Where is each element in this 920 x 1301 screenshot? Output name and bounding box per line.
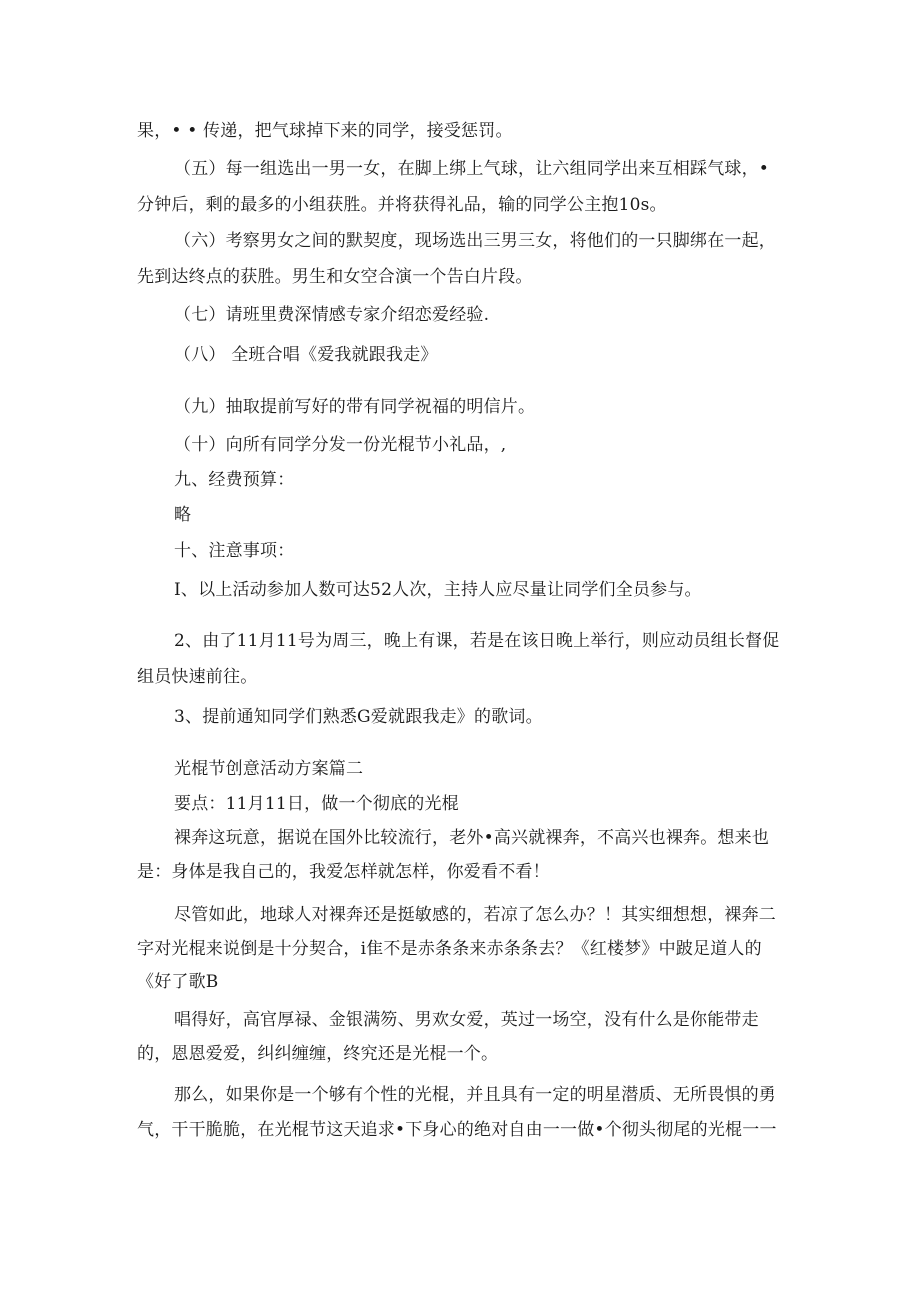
text-line: 那么，如果你是一个够有个性的光棍，并且具有一定的明星潜质、无所畏惧的勇 (174, 1085, 776, 1105)
text-line: 3、提前通知同学们熟悉G爱就跟我走》的歌词。 (174, 707, 543, 727)
text-line: 《好了歌B (137, 972, 219, 992)
text-line: （七）请班里费深情感专家介绍恋爱经验. (174, 305, 490, 325)
text-line: 字对光棍来说倒是十分契合，i隹不是赤条条来赤条条去？《红楼梦》中跛足道人的 (137, 939, 762, 959)
article-title: 光棍节创意活动方案篇二 (174, 759, 364, 779)
text-line: （八） 全班合唱《爱我就跟我走》 (174, 345, 438, 365)
text-line: 裸奔这玩意，据说在国外比较流行，老外•高兴就裸奔，不高兴也裸奔。想来也 (174, 828, 770, 848)
text-line: 的，恩恩爱爱，纠纠缠缠，终究还是光棍一个。 (137, 1044, 499, 1064)
text-line: 分钟后，剩的最多的小组获胜。并将获得礼品，输的同学公主抱10s。 (137, 195, 667, 215)
text-line: 气，干干脆脆，在光棍节这天追求•下身心的绝对自由一一做•个彻头彻尾的光棍一一 (137, 1120, 777, 1140)
text-line: 果，• • 传递，把气球掉下来的同学，接受惩罚。 (137, 121, 513, 141)
text-line: （五）每一组选出一男一女，在脚上绑上气球，让六组同学出来互相踩气球，• (174, 159, 770, 179)
text-line: 唱得好，高官厚禄、金银满笏、男欢女爱，英过一场空，没有什么是你能带走 (174, 1010, 759, 1030)
text-line: 组员快速前往。 (137, 667, 258, 687)
section-heading: 十、注意事项： (174, 541, 295, 561)
text-line: （九）抽取提前写好的带有同学祝福的明信片。 (174, 397, 536, 417)
text-line: 要点：11月11日，做一个彻底的光棍 (174, 794, 459, 814)
text-line: （十）向所有同学分发一份光棍节小礼品，, (174, 435, 507, 455)
text-line: 略 (174, 505, 192, 525)
text-line: 是：身体是我自己的，我爱怎样就怎样，你爱看不看！ (137, 862, 550, 882)
text-line: I、以上活动参加人数可达52人次，主持人应尽量让同学们全员参与。 (174, 580, 702, 600)
text-line: 2、由了11月11号为周三，晚上有课，若是在该日晚上举行，则应动员组长督促 (174, 631, 780, 651)
text-line: （六）考察男女之间的默契度，现场选出三男三女，将他们的一只脚绑在一起， (174, 231, 776, 251)
text-line: 尽管如此，地球人对裸奔还是挺敏感的，若凉了怎么办？！其实细想想，裸奔二 (174, 905, 776, 925)
text-line: 先到达终点的获胜。男生和女空合演一个告白片段。 (137, 267, 533, 287)
section-heading: 九、经费预算： (174, 470, 295, 490)
